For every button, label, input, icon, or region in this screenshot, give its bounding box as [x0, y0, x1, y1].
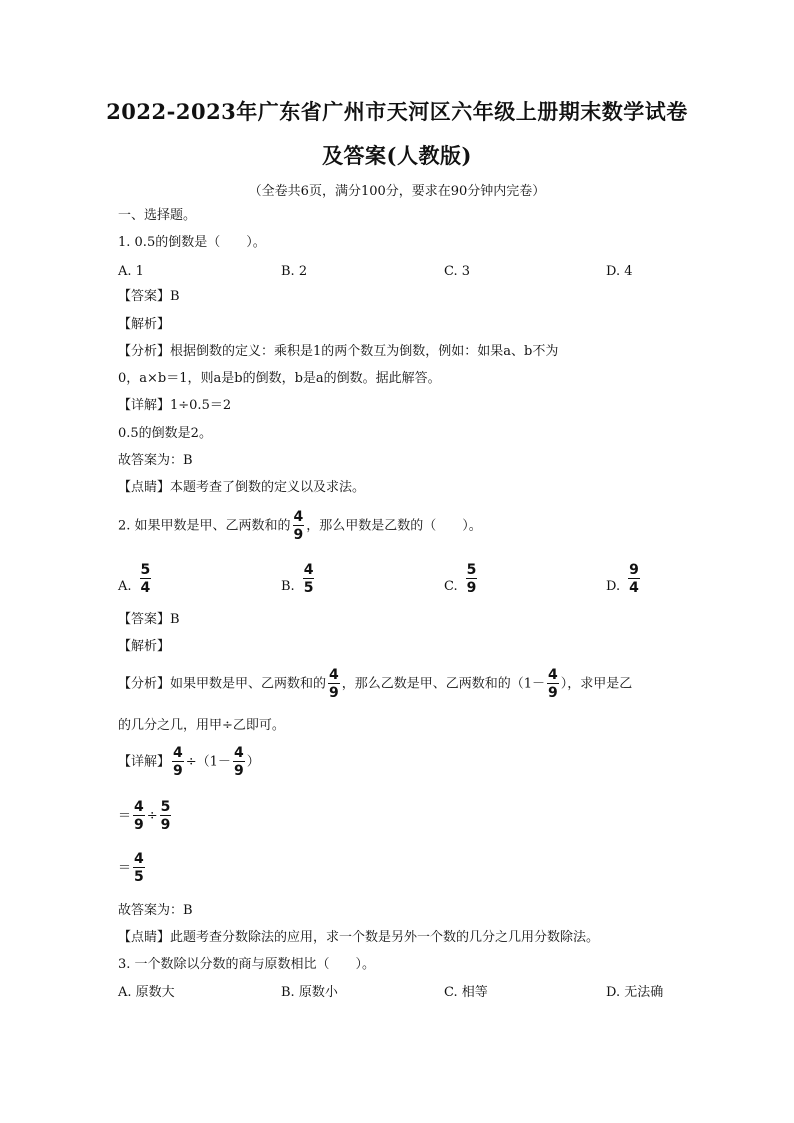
- question-1-stem: 1. 0.5的倒数是（ ）。: [118, 235, 266, 250]
- q1-option-c: C. 3: [444, 264, 471, 279]
- fraction: $\frac{5}{4}$: [140, 562, 151, 596]
- fraction: $\frac{4}{9}$: [293, 509, 304, 543]
- q2-analysis-line2: 的几分之几，用甲÷乙即可。: [118, 718, 285, 733]
- q2-final-answer: 故答案为：B: [118, 903, 193, 918]
- q2-option-d: D. $\frac{9}{4}$: [606, 562, 639, 596]
- fraction: $\frac{5}{9}$: [160, 799, 171, 833]
- document-title-line2: 及答案(人教版): [322, 143, 472, 168]
- question-2-stem: [118, 510, 482, 542]
- q2-solution-step2: ＝ $\frac{4}{5}$: [118, 851, 144, 885]
- fraction: $\frac{4}{9}$: [173, 745, 183, 779]
- q3-option-a: A. 原数大: [118, 985, 175, 1000]
- q3-option-c: C. 相等: [444, 985, 488, 1000]
- fraction: $\frac{4}{5}$: [134, 851, 144, 885]
- question-3-stem: 3. 一个数除以分数的商与原数相比（ ）。: [118, 957, 376, 972]
- q1-analysis-line1: 【分析】根据倒数的定义：乘积是1的两个数互为倒数，例如：如果a、b不为: [118, 344, 559, 359]
- q2-analysis-line1: 【分析】如果甲数是甲、乙两数和的 $\frac{4}{9}$ ，那么乙数是甲、乙两数和的（1－ $\frac{4}{9}$ ），求甲是乙: [118, 667, 633, 701]
- q2-solution-step1: ＝ $\frac{4}{9}$ ÷ $\frac{5}{9}$: [118, 799, 171, 833]
- q1-analysis-line2: 0，a×b＝1，则a是b的倒数，b是a的倒数。据此解答。: [118, 371, 441, 386]
- q1-option-a: A. 1: [118, 264, 144, 279]
- q3-option-d: D. 无法确: [606, 985, 664, 1000]
- q2-analysis-heading: 【解析】: [118, 639, 171, 654]
- q2-stem-text: 2. 如果甲数是甲、乙两数和的: [118, 518, 291, 534]
- q1-final-answer: 故答案为：B: [118, 453, 193, 468]
- q2-option-b: B. $\frac{4}{5}$: [281, 562, 314, 596]
- fraction: $\frac{4}{9}$: [548, 667, 558, 701]
- q2-stem-text: ，那么甲数是乙数的（ ）。: [306, 518, 482, 534]
- fraction: $\frac{4}{9}$: [329, 667, 339, 701]
- q1-analysis-heading: 【解析】: [118, 317, 171, 332]
- fraction: $\frac{4}{9}$: [134, 799, 144, 833]
- q1-answer: 【答案】B: [118, 289, 180, 304]
- exam-info: （全卷共6页，满分100分，要求在90分钟内完卷）: [248, 184, 546, 199]
- fraction: $\frac{4}{9}$: [233, 745, 244, 779]
- q2-option-a: A. $\frac{5}{4}$: [118, 562, 151, 596]
- q2-solution: 【详解】 $\frac{4}{9}$ ÷（1－ $\frac{4}{9}$ ）: [118, 745, 260, 779]
- section-heading: 一、选择题。: [118, 208, 197, 223]
- fraction: $\frac{5}{9}$: [466, 562, 477, 596]
- q2-comment: 【点睛】此题考查分数除法的应用，求一个数是另外一个数的几分之几用分数除法。: [118, 930, 600, 945]
- q1-option-b: B. 2: [281, 264, 308, 279]
- q1-solution: 【详解】1÷0.5＝2: [118, 398, 232, 413]
- fraction: $\frac{4}{5}$: [303, 562, 314, 596]
- q2-answer: 【答案】B: [118, 612, 180, 627]
- q1-option-d: D. 4: [606, 264, 633, 279]
- q2-option-c: C. $\frac{5}{9}$: [444, 562, 477, 596]
- document-title: 2022-2023年广东省广州市天河区六年级上册期末数学试卷: [106, 99, 688, 124]
- fraction: $\frac{9}{4}$: [629, 562, 639, 596]
- q3-option-b: B. 原数小: [281, 985, 338, 1000]
- q1-solution-line2: 0.5的倒数是2。: [118, 426, 212, 441]
- q1-comment: 【点睛】本题考查了倒数的定义以及求法。: [118, 480, 366, 495]
